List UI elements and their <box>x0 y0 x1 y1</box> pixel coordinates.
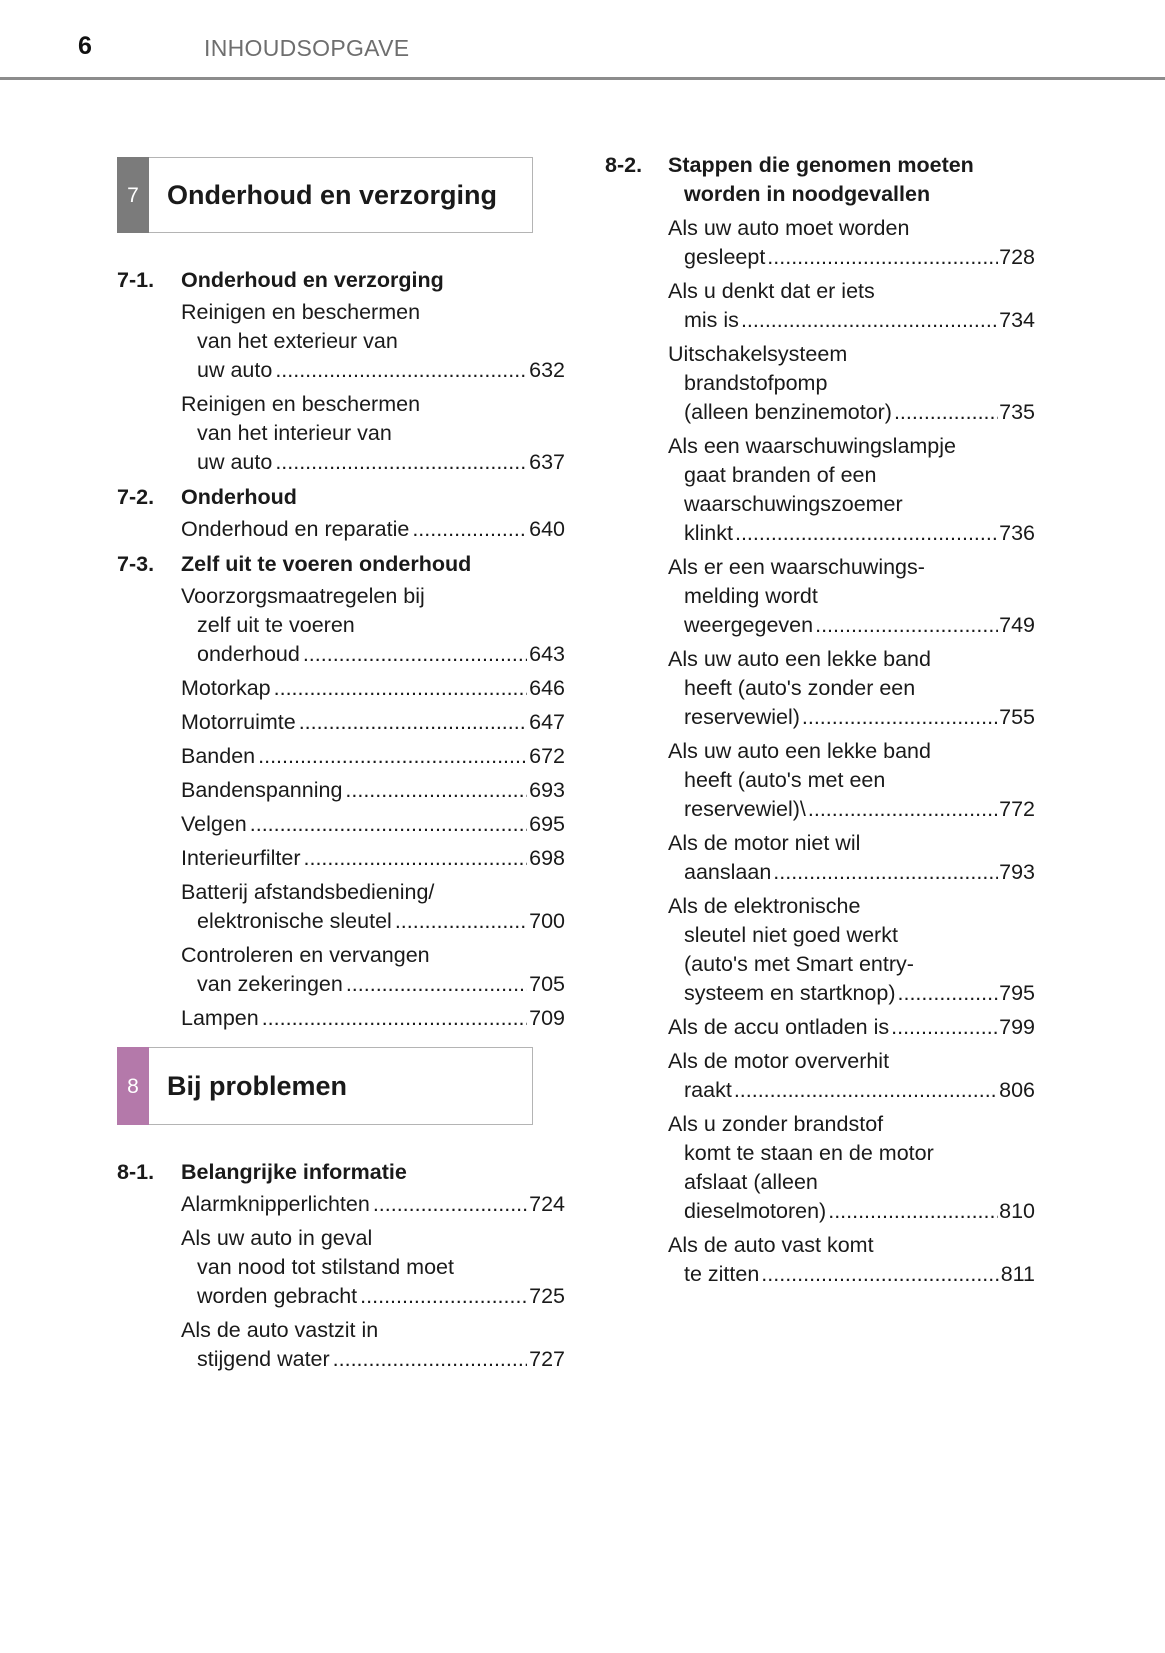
entry-text: Als u zonder brandstof <box>668 1112 884 1136</box>
entry-text: Als u denkt dat er iets <box>668 279 875 303</box>
toc-entry[interactable] <box>181 582 565 669</box>
entry-text: stijgend water <box>197 1347 330 1371</box>
entry-text: Als de accu ontladen is <box>668 1015 890 1039</box>
entry-text: Voorzorgsmaatregelen bij <box>181 584 425 608</box>
page-ref: 810 <box>999 1199 1035 1223</box>
entry-text: van het interieur van <box>197 421 392 445</box>
entry-text: Motorruimte <box>181 710 296 734</box>
page-ref: 693 <box>529 778 565 802</box>
entry-text: raakt <box>684 1078 732 1102</box>
page-ref: 672 <box>529 744 565 768</box>
page-ref: 724 <box>529 1192 565 1216</box>
section-title: Stappen die genomen moeten <box>668 153 974 177</box>
entry-text: Interieurfilter <box>181 846 301 870</box>
chapter-number: 7 <box>127 183 139 207</box>
entry-text: dieselmotoren) <box>684 1199 827 1223</box>
page-ref: 728 <box>999 245 1035 269</box>
page-ref: 632 <box>529 358 565 382</box>
section-8-2[interactable] <box>605 151 1035 209</box>
section-number: 8-1. <box>117 1160 155 1184</box>
toc-entry[interactable] <box>668 737 1035 824</box>
page-ref: 795 <box>999 981 1035 1005</box>
entry-text: te zitten <box>684 1262 760 1286</box>
entry-text: zelf uit te voeren <box>197 613 355 637</box>
toc-entry[interactable] <box>668 340 1035 427</box>
page-ref: 793 <box>999 860 1035 884</box>
page-ref: 725 <box>529 1284 565 1308</box>
entry-text: Als de auto vastzit in <box>181 1318 379 1342</box>
section-7-1[interactable] <box>117 266 565 295</box>
page-header <box>0 0 1165 80</box>
page-ref: 806 <box>999 1078 1035 1102</box>
entry-text: Als de motor niet wil <box>668 831 861 855</box>
toc-entry[interactable] <box>668 892 1035 1008</box>
toc-entry[interactable] <box>668 1013 1035 1042</box>
toc-entry[interactable] <box>181 776 565 805</box>
section-7-3[interactable] <box>117 550 565 579</box>
entry-text: Reinigen en beschermen <box>181 300 421 324</box>
entry-text: Bandenspanning <box>181 778 343 802</box>
entry-text: (alleen benzinemotor) <box>684 400 892 424</box>
right-column <box>605 151 1035 1289</box>
entry-text: Als een waarschuwingslampje <box>668 434 957 458</box>
entry-text: gaat branden of een <box>684 463 877 487</box>
toc-entry[interactable] <box>181 810 565 839</box>
page-ref: 772 <box>999 797 1035 821</box>
entry-text: klinkt <box>684 521 733 545</box>
entry-text: Als uw auto een lekke band <box>668 739 931 763</box>
page-ref: 799 <box>999 1015 1035 1039</box>
chapter-8-heading[interactable] <box>117 1047 533 1125</box>
entry-text: brandstofpomp <box>684 371 828 395</box>
entry-text: Uitschakelsysteem <box>668 342 848 366</box>
entry-text: mis is <box>684 308 739 332</box>
entry-text: van zekeringen <box>197 972 343 996</box>
toc-entry[interactable] <box>181 1190 565 1219</box>
toc-entry[interactable] <box>668 553 1035 640</box>
toc-entry[interactable] <box>668 829 1035 887</box>
toc-entry[interactable] <box>668 214 1035 272</box>
toc-entry[interactable] <box>181 674 565 703</box>
entry-text: Lampen <box>181 1006 259 1030</box>
entry-text: elektronische sleutel <box>197 909 392 933</box>
entry-text: Banden <box>181 744 256 768</box>
entry-text: heeft (auto's zonder een <box>684 676 916 700</box>
header-title: INHOUDSOPGAVE <box>204 35 410 61</box>
section-title: Zelf uit te voeren onderhoud <box>181 552 472 576</box>
entry-text: uw auto <box>197 450 273 474</box>
section-number: 7-2. <box>117 485 155 509</box>
entry-text: onderhoud <box>197 642 300 666</box>
entry-text: weergegeven <box>684 613 814 637</box>
left-column <box>117 157 565 1374</box>
entry-text: aanslaan <box>684 860 772 884</box>
entry-text: Als uw auto moet worden <box>668 216 910 240</box>
section-number: 7-3. <box>117 552 155 576</box>
entry-text: reservewiel) <box>684 705 800 729</box>
page-ref: 643 <box>529 642 565 666</box>
entry-text: systeem en startknop) <box>684 981 896 1005</box>
page-ref: 755 <box>999 705 1035 729</box>
section-number: 7-1. <box>117 268 155 292</box>
toc-entry[interactable] <box>181 515 565 544</box>
page-ref: 647 <box>529 710 565 734</box>
page-ref: 640 <box>529 517 565 541</box>
entry-text: Als de auto vast komt <box>668 1233 874 1257</box>
entry-text: (auto's met Smart entry- <box>684 952 914 976</box>
chapter-8-tab <box>117 1047 149 1125</box>
toc-entry[interactable] <box>181 708 565 737</box>
chapter-7-tab <box>117 157 149 233</box>
entry-text: Als uw auto in geval <box>181 1226 373 1250</box>
section-title: Belangrijke informatie <box>181 1160 407 1184</box>
toc-entry[interactable] <box>668 432 1035 548</box>
entry-text: Velgen <box>181 812 247 836</box>
page-ref: 695 <box>529 812 565 836</box>
entry-text: Als er een waarschuwings- <box>668 555 925 579</box>
section-number: 8-2. <box>605 153 643 177</box>
entry-text: Motorkap <box>181 676 271 700</box>
page-ref: 637 <box>529 450 565 474</box>
entry-text: worden gebracht <box>197 1284 358 1308</box>
section-title: worden in noodgevallen <box>684 182 931 206</box>
page-ref: 727 <box>529 1347 565 1371</box>
entry-text: Als de motor oververhit <box>668 1049 890 1073</box>
entry-text: komt te staan en de motor <box>684 1141 934 1165</box>
entry-text: Reinigen en beschermen <box>181 392 421 416</box>
toc-entry[interactable] <box>668 1047 1035 1105</box>
page-ref: 705 <box>529 972 565 996</box>
entry-text: van nood tot stilstand moet <box>197 1255 454 1279</box>
header-rule <box>0 77 1165 80</box>
page-ref: 749 <box>999 613 1035 637</box>
section-title: Onderhoud <box>181 485 297 509</box>
entry-text: waarschuwingszoemer <box>684 492 903 516</box>
entry-text: Alarmknipperlichten <box>181 1192 370 1216</box>
entry-text: sleutel niet goed werkt <box>684 923 898 947</box>
toc-entry[interactable] <box>668 1110 1035 1226</box>
toc-entry[interactable] <box>181 1224 565 1311</box>
section-8-1[interactable] <box>117 1158 565 1187</box>
chapter-7-heading[interactable] <box>117 157 533 233</box>
entry-text: uw auto <box>197 358 273 382</box>
entry-text: melding wordt <box>684 584 818 608</box>
toc-entry[interactable] <box>181 298 565 385</box>
toc-entry[interactable] <box>668 1231 1035 1289</box>
entry-text: Batterij afstandsbediening/ <box>181 880 435 904</box>
entry-text: gesleept <box>684 245 766 269</box>
section-title: Onderhoud en verzorging <box>181 268 444 292</box>
toc-entry[interactable] <box>668 645 1035 732</box>
page-ref: 736 <box>999 521 1035 545</box>
section-7-2[interactable] <box>117 483 565 512</box>
entry-text: afslaat (alleen <box>684 1170 818 1194</box>
page-ref: 700 <box>529 909 565 933</box>
entry-text: Als de elektronische <box>668 894 861 918</box>
page-ref: 811 <box>1000 1262 1035 1286</box>
entry-text: reservewiel)\ <box>684 797 806 821</box>
page-ref: 709 <box>529 1006 565 1030</box>
toc-entry[interactable] <box>181 1316 565 1374</box>
entry-text: Onderhoud en reparatie <box>181 517 410 541</box>
toc-entry[interactable] <box>668 277 1035 335</box>
page-number: 6 <box>78 32 92 60</box>
toc-entry[interactable] <box>181 844 565 873</box>
entry-text: Als uw auto een lekke band <box>668 647 931 671</box>
page-ref: 698 <box>529 846 565 870</box>
chapter-title: Onderhoud en verzorging <box>167 179 498 210</box>
toc-entry[interactable] <box>181 1004 565 1033</box>
entry-text: van het exterieur van <box>197 329 398 353</box>
chapter-title: Bij problemen <box>167 1070 348 1101</box>
toc-entry[interactable] <box>181 878 565 936</box>
toc-entry[interactable] <box>181 390 565 477</box>
toc-entry[interactable] <box>181 941 565 999</box>
page-ref: 735 <box>999 400 1035 424</box>
entry-text: heeft (auto's met een <box>684 768 886 792</box>
entry-text: Controleren en vervangen <box>181 943 430 967</box>
page-ref: 734 <box>999 308 1035 332</box>
page-ref: 646 <box>529 676 565 700</box>
chapter-number: 8 <box>127 1074 139 1098</box>
toc-entry[interactable] <box>181 742 565 771</box>
